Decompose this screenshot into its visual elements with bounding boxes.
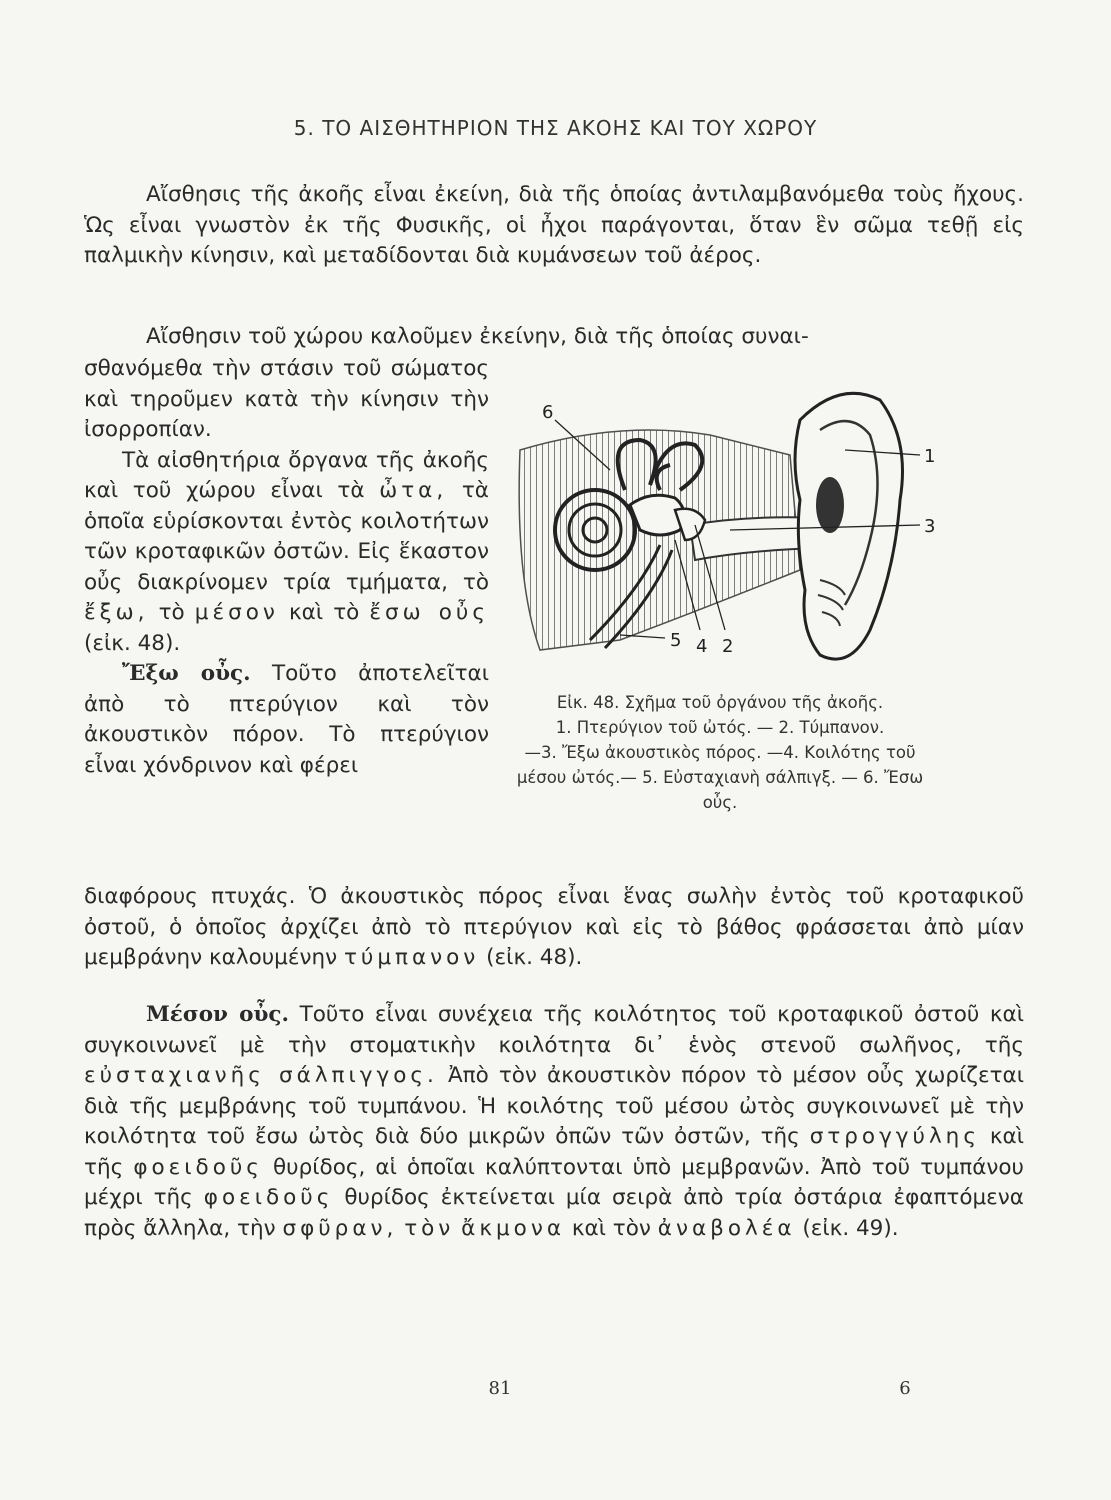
figure-label-4: 4 [696,636,708,657]
emphasis-exo: ἔξω, [84,600,149,625]
paragraph-text: θυρίδος ἐκτείνεται μία σειρὰ ἀπὸ τρία ὀστάρια ἐφαπτόμενα πρὸς ἄλληλα, τὴν [84,1185,1024,1241]
paragraph-text: σθανόμεθα τὴν στάσιν τοῦ σώματος καὶ τηροῦμεν κατὰ τὴν κίνησιν τὴν ἰσορροπίαν. [84,356,489,442]
paragraph-text: Τοῦτο εἶναι συνέχεια τῆς κοιλότητος τοῦ κροταφικοῦ ὀστοῦ καὶ συγκοινωνεῖ μὲ τὴν στοματικὴν κοιλότητα δι᾽ ἑνὸς στενοῦ σωλῆνος, τῆς [84,1002,1024,1058]
figure-reference: (εἰκ. 48). [486,945,583,970]
concha-shadow [816,477,844,533]
subheading-middle-ear: Μέσον οὖς. [146,1002,290,1027]
paragraph-text: Τὰ αἰσθητήρια ὄργανα τῆς ἀκοῆς καὶ τοῦ χώρου εἶναι τὰ [84,447,489,503]
signature-mark: 6 [899,1378,911,1399]
figure-reference: (εἰκ. 48). [84,630,181,656]
paragraph-outer-ear-continued [84,882,1024,974]
paragraph-text: Αἴσθησιν τοῦ χώρου καλοῦμεν ἐκείνην, διὰ τῆς ὁποίας συναι- [146,324,809,349]
figure-label-2: 2 [722,636,734,657]
emphasis-eso: ἔσω οὖς [369,600,489,625]
paragraph-text: καὶ τῆς [84,1124,1024,1180]
subheading-outer-ear: Ἔξω οὖς. [122,661,251,686]
emphasis-tympanon: τύμπανον [343,945,480,970]
paragraph-text: Ἀπὸ τὸν ἀκουστικὸν πόρον τὸ μέσον οὖς χωρίζεται διὰ τῆς μεμβράνης τοῦ τυμπάνου. Ἡ κοιλότης τοῦ μέσου ὠτὸς συγκοινωνεῖ μὲ τὴν κοιλότητα τοῦ ἔσω ὠτὸς διὰ δύο μικρῶν ὀπῶν τῶν ὀστῶν, τῆς [84,1063,1024,1149]
page-number: 81 [488,1378,512,1399]
paragraph-space-sense-first-line [84,322,1024,353]
figure-label-6: 6 [542,402,554,423]
paragraph-text: καὶ τὸν [571,1215,651,1241]
figure-label-5: 5 [670,630,682,651]
figure-label-3: 3 [924,516,936,537]
emphasis-stapes: ἀναβολέα [657,1215,796,1241]
figure-caption [500,690,940,815]
emphasis-oval-window: φοειδοῦς [133,1154,263,1180]
emphasis-meson: μέσον [194,600,279,625]
caption-line-1: Εἰκ. 48. Σχῆμα τοῦ ὀργάνου τῆς ἀκοῆς. [556,693,884,712]
emphasis-malleus: σφῦραν, [282,1215,398,1241]
ear-anatomy-figure [500,380,940,690]
emphasis-ota: ὦτα, [379,478,448,503]
caption-line-3: —3. Ἔξω ἀκουστικὸς πόρος. —4. Κοιλότης τοῦ μέσου ὠτός.— 5. Εὐσταχιανὴ σάλπιγξ. — 6. Ἔσω οὖς. [516,743,924,812]
paragraph-text: Τοῦτο ἀποτελεῖται ἀπὸ τὸ πτερύγιον καὶ τὸν ἀκουστικὸν πόρον. Τὸ πτερύγιον εἶναι χόνδρινον καὶ φέρει [84,661,489,778]
paragraph-narrow-column [84,354,489,781]
emphasis-incus: ἄκμονα [461,1215,566,1241]
paragraph-hearing-definition [84,180,1024,272]
paragraph-text: διαφόρους πτυχάς. Ὁ ἀκουστικὸς πόρος εἶναι ἕνας σωλὴν ἐντὸς τοῦ κροταφικοῦ ὀστοῦ, ὁ ὁποῖος ἀρχίζει ἀπὸ τὸ πτερύγιον καὶ εἰς τὸ βάθος φράσσεται ἀπὸ μίαν μεμβράνην καλουμένην [84,884,1024,970]
article-ton: τὸν [404,1215,455,1241]
emphasis-oval-window-2: φοειδοῦς [203,1185,334,1210]
paragraph-text: καὶ τὸ [288,600,360,625]
emphasis-eustachian: εὐσταχιανῆς σάλπιγγος. [84,1063,438,1088]
caption-line-2: 1. Πτερύγιον τοῦ ὠτός. — 2. Τύμπανον. [555,718,885,737]
emphasis-round-window: στρογγύλης [809,1124,980,1149]
figure-label-1: 1 [924,446,936,467]
paragraph-middle-ear [84,1000,1024,1244]
figure-reference: (εἰκ. 49). [802,1215,899,1241]
section-heading: 5. ΤΟ ΑΙΣΘΗΤΗΡΙΟΝ ΤΗΣ ΑΚΟΗΣ ΚΑΙ ΤΟΥ ΧΩΡΟΥ [293,116,818,140]
paragraph-text: θυρίδος, αἱ ὁποῖαι καλύπτονται ὑπὸ μεμβρανῶν. Ἀπὸ τοῦ τυμπάνου μέχρι τῆς [84,1154,1025,1210]
paragraph-text: Αἴσθησις τῆς ἀκοῆς εἶναι ἐκείνη, διὰ τῆς ὁποίας ἀντιλαμβανόμεθα τοὺς ἤχους. Ὡς εἶναι γνωστὸν ἐκ τῆς Φυσικῆς, οἱ ἦχοι παράγονται, ὅταν ἓν σῶμα τεθῇ εἰς παλμικὴν κίνησιν, καὶ μεταδίδονται διὰ κυμάνσεων τοῦ ἀέρος. [84,182,1024,268]
paragraph-text: τὸ [158,600,185,625]
paragraph-text: τὰ ὁποῖα εὑρίσκονται ἐντὸς κοιλοτήτων τῶν κροταφικῶν ὀστῶν. Εἰς ἕκαστον οὖς διακρίνομεν τρία τμήματα, τὸ [84,478,489,595]
